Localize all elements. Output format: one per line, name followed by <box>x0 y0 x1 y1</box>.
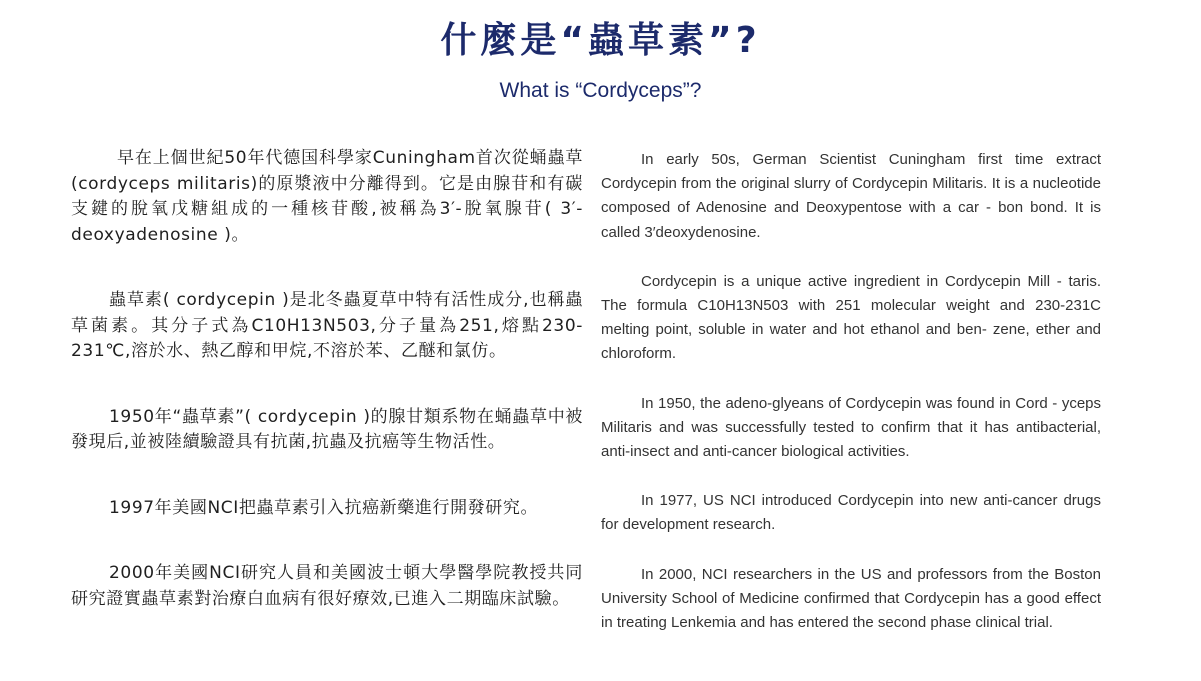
en-paragraph-2: Cordycepin is a unique active ingredient in Cordycepin Mill - taris. The formula C10H13N503 with 251 molecular weight and 230-231C melting point, soluble in water and hot ethanol and ben- zene, ether and chloroform. <box>601 272 1101 363</box>
en-paragraph-5: In 2000, NCI researchers in the US and professors from the Boston University School of Medicine confirmed that Cordycepin has a good effect in treating Lenkemia and has entered the second phase clinical trial. <box>601 565 1101 632</box>
page-title-chinese: 什麼是“蟲草素”? <box>440 20 761 61</box>
en-paragraph-4: In 1977, US NCI introduced Cordycepin into new anti-cancer drugs for development research. <box>601 492 1101 534</box>
cn-paragraph-5: 2000年美國NCI研究人員和美國波士頓大學醫學院教授共同研究證實蟲草素對治療白血病有很好療效,已進入二期臨床試驗。 <box>71 563 583 609</box>
cn-paragraph-3: 1950年“蟲草素”( cordycepin )的腺甘類系物在蛹蟲草中被發現后,並被陸續驗證具有抗菌,抗蟲及抗癌等生物活性。 <box>71 406 583 452</box>
cn-paragraph-2: 蟲草素( cordycepin )是北冬蟲夏草中特有活性成分,也稱蟲草菌素。其分子式為C10H13N503,分子量為251,熔點230-231℃,溶於水、熱乙醇和甲烷,不溶於苯、乙醚和氯仿。 <box>71 290 583 361</box>
page-title-english: What is “Cordyceps”? <box>499 79 702 102</box>
en-paragraph-1: In early 50s, German Scientist Cuningham first time extract Cordycepin from the original slurry of Cordycepin Militaris. It is a nucleotide composed of Adenosine and Deoxypentose with a car - bon bond. It is called 3′deoxydenosine. <box>601 151 1101 241</box>
cn-paragraph-4: 1997年美國NCI把蟲草素引入抗癌新藥進行開發研究。 <box>109 497 539 518</box>
english-text-column <box>601 148 1101 635</box>
chinese-text-column <box>71 146 583 612</box>
en-paragraph-3: In 1950, the adeno-glyeans of Cordycepin was found in Cord - yceps Militaris and was successfully tested to confirm that it has antibacterial, anti-insect and anti-cancer biological activities. <box>601 394 1101 461</box>
cn-paragraph-1: 早在上個世紀50年代德国科學家Cuningham首次從蛹蟲草(cordyceps militaris)的原漿液中分離得到。它是由腺苷和有碳支鍵的脫氧戊糖組成的一種核苷酸,被稱為3′-脫氧腺苷( 3′-deoxyadenosine )。 <box>71 148 583 245</box>
